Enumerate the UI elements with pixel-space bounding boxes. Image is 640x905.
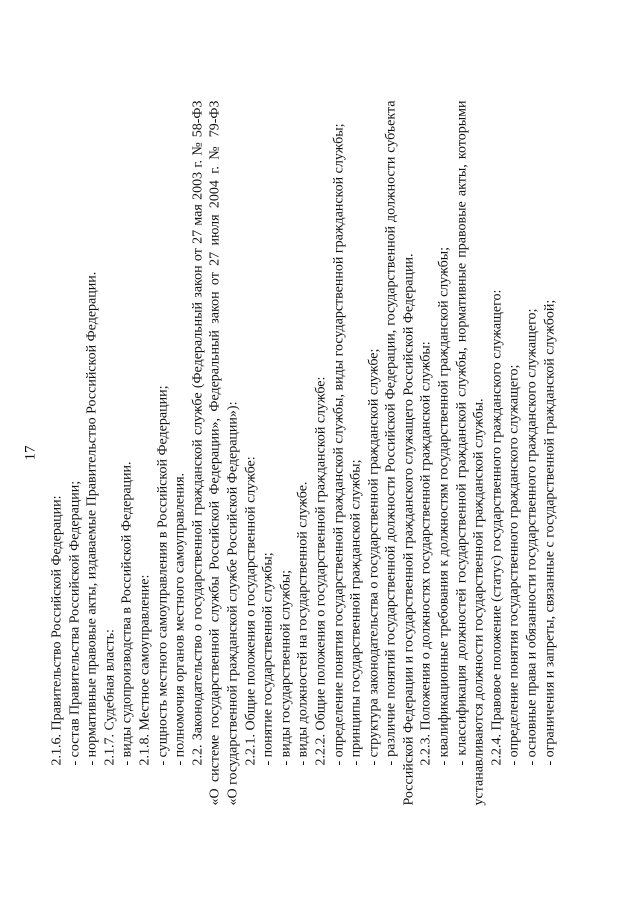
- text-line: - структура законодательства о государственной гражданской службе;: [365, 348, 381, 765]
- text-line: 2.1.6. Правительство Российской Федерации:: [49, 495, 64, 765]
- text-line: устанавливаются должности государственной гражданской службы.: [471, 397, 487, 805]
- page-number: 17: [22, 445, 38, 460]
- text-line: 2.2.2. Общие положения о государственной гражданской службе:: [312, 376, 328, 765]
- text-line: 2.1.8. Местное самоуправление:: [136, 574, 152, 765]
- text-line: - определение понятия государственной гражданской службы, виды государственной гражданской службы;: [330, 122, 346, 765]
- text-line: - сущность местного самоуправления в Российской Федерации;: [154, 385, 170, 765]
- text-line: «О системе государственной службы Российской Федерации», Федеральный закон от 27 июля 2004 г. № 79-ФЗ: [207, 100, 223, 805]
- document-body: [48, 100, 558, 805]
- text-line: 2.2. Законодательство о государственной гражданской службе (Федеральный закон от 27 мая 2003 г. № 58-ФЗ: [189, 100, 205, 765]
- text-line: - классификация должностей государственной гражданской службы, нормативные правовые акты, которыми: [453, 100, 469, 765]
- text-line: - виды судопроизводства в Российской Федерации.: [119, 460, 135, 765]
- text-line: - основные права и обязанности государственного гражданского служащего;: [524, 308, 540, 765]
- text-line: - различие понятий государственной должности Российской Федерации, государственной должности субъекта: [383, 100, 399, 765]
- text-line: 2.2.4. Правовое положение (статус) государственного гражданского служащего:: [488, 289, 504, 765]
- text-line: - понятие государственной службы;: [260, 551, 276, 765]
- text-line: «О государственной гражданской службе Российской Федерации»):: [224, 401, 240, 805]
- text-line: - ограничения и запреты, связанные с государственной гражданской службой;: [541, 299, 557, 765]
- text-line: Российской Федерации и государственной гражданского служащего Российской Федерации.: [400, 253, 416, 805]
- text-line: 2.2.1. Общие положения о государственной службе:: [242, 455, 258, 765]
- text-line: - принципы государственной гражданской службы;: [348, 459, 364, 765]
- text-line: - определение понятия государственного гражданского служащего;: [506, 364, 522, 765]
- text-line: 2.1.7. Судебная власть:: [101, 628, 117, 765]
- text-line: 2.2.3. Положения о должностях государственной гражданской службы:: [418, 340, 434, 765]
- text-line: - виды должностей на государственной службе.: [295, 481, 311, 765]
- text-line: - состав Правительства Российской Федерации;: [66, 480, 82, 765]
- text-line: - квалификационные требования к должностям государственной гражданской службы;: [436, 246, 452, 765]
- text-line: - полномочия органов местного самоуправления.: [172, 472, 188, 765]
- text-line: - виды государственной службы;: [277, 569, 293, 765]
- text-line: - нормативные правовые акты, издаваемые Правительство Российской Федерации.: [84, 271, 100, 765]
